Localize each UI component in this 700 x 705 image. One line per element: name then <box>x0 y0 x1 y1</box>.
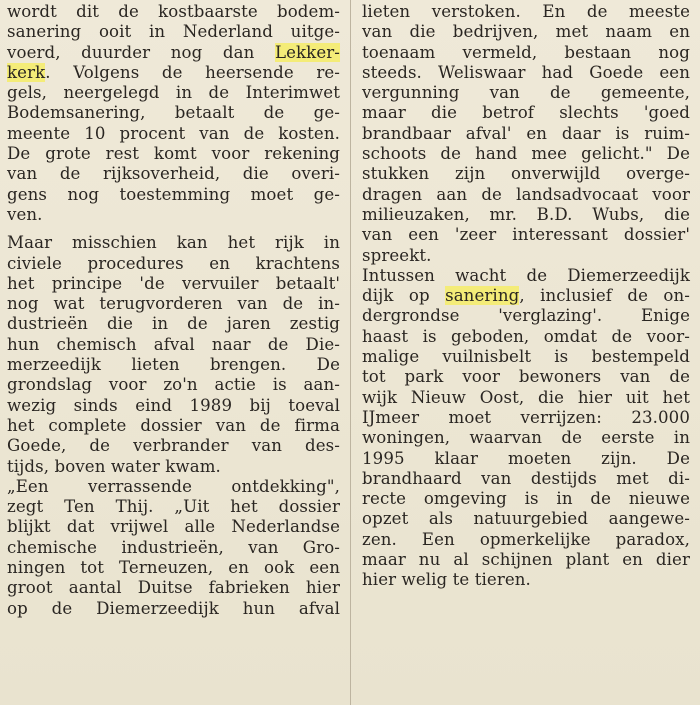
text-line <box>7 578 340 598</box>
text-fragment: De grote rest komt voor rekening <box>7 144 340 164</box>
text-line <box>7 497 340 517</box>
text-fragment: sanering ooit in Nederland uitge- <box>7 22 340 42</box>
text-line <box>362 246 690 266</box>
text-fragment: hun chemisch afval naar de Die- <box>7 334 340 354</box>
text-line <box>7 294 340 314</box>
text-fragment: voerd, duurder nog dan <box>7 42 275 62</box>
text-fragment: van een 'zeer interessant dossier' <box>362 225 690 245</box>
text-line <box>362 408 690 428</box>
text-fragment: dijk op <box>362 286 446 306</box>
text-line <box>7 83 340 103</box>
text-line <box>362 530 690 550</box>
text-fragment: vergunning van de gemeente, <box>362 83 690 103</box>
text-fragment: wordt dit de kostbaarste bodem- <box>7 2 340 21</box>
text-fragment: hier welig te tieren. <box>362 570 531 590</box>
text-fragment: van die bedrijven, met naam en <box>362 22 690 42</box>
text-fragment: tijds, boven water kwam. <box>7 456 221 476</box>
text-line <box>7 436 340 456</box>
text-line <box>7 477 340 497</box>
article-column-right <box>362 2 690 591</box>
text-fragment: dergrondse 'verglazing'. Enige <box>362 306 690 326</box>
text-line <box>7 396 340 416</box>
text-fragment: opzet als natuurgebied aangewe- <box>362 509 690 529</box>
text-line <box>362 428 690 448</box>
text-fragment: „Een verrassende ontdekking", <box>7 476 340 496</box>
text-line <box>362 22 690 42</box>
text-line <box>362 205 690 225</box>
text-fragment: zegt Ten Thij. „Uit het dossier <box>7 497 340 517</box>
paragraph-gap <box>7 225 340 233</box>
text-fragment: groot aantal Duitse fabrieken hier <box>7 578 340 598</box>
text-fragment: 1995 klaar moeten zijn. De <box>362 448 690 468</box>
text-line <box>7 22 340 42</box>
text-fragment: spreekt. <box>362 245 432 265</box>
text-line <box>7 2 340 22</box>
text-fragment: grondslag voor zo'n actie is aan- <box>7 375 340 395</box>
text-fragment: tot park voor bewoners van de <box>362 367 690 387</box>
text-line <box>362 43 690 63</box>
text-fragment: lieten verstoken. En de meeste <box>362 2 690 21</box>
text-line <box>362 306 690 326</box>
text-fragment: . Volgens de heersende re- <box>45 62 340 82</box>
text-line <box>7 375 340 395</box>
text-fragment: maar nu al schijnen plant en dier <box>362 550 690 570</box>
text-line <box>362 489 690 509</box>
text-line <box>7 205 340 225</box>
highlighted-term: Lekker- <box>274 42 340 62</box>
highlighted-term: kerk <box>7 62 46 82</box>
text-fragment: civiele procedures en krachtens <box>7 253 340 273</box>
text-line <box>7 43 340 63</box>
text-fragment: maar die betrof slechts 'goed <box>362 103 690 123</box>
text-line <box>7 185 340 205</box>
text-fragment: gels, neergelegd in de Interimwet <box>7 83 340 103</box>
text-line <box>7 103 340 123</box>
text-line <box>362 509 690 529</box>
text-fragment: zen. Een opmerkelijke paradox, <box>362 529 690 549</box>
text-fragment: haast is geboden, omdat de voor- <box>362 326 690 346</box>
text-fragment: dustrieën die in de jaren zestig <box>7 314 340 334</box>
text-line <box>7 416 340 436</box>
text-line <box>362 570 690 590</box>
text-line <box>362 266 690 286</box>
text-fragment: woningen, waarvan de eerste in <box>362 428 690 448</box>
text-fragment: , inclusief de on- <box>519 286 690 306</box>
text-fragment: het principe 'de vervuiler betaalt' <box>7 273 340 293</box>
text-line <box>362 83 690 103</box>
text-line <box>362 63 690 83</box>
article-column-left <box>7 2 340 619</box>
text-fragment: recte omgeving is in de nieuwe <box>362 489 690 509</box>
text-line <box>7 558 340 578</box>
text-fragment: toenaam vermeld, bestaan nog <box>362 42 690 62</box>
text-line <box>362 225 690 245</box>
text-line <box>7 274 340 294</box>
text-line <box>362 103 690 123</box>
text-line <box>362 185 690 205</box>
text-line <box>7 314 340 334</box>
text-fragment: meente 10 procent van de kosten. <box>7 123 340 143</box>
text-fragment: ven. <box>7 204 43 224</box>
column-divider <box>350 0 351 705</box>
text-fragment: brandbaar afval' en daar is ruim- <box>362 123 690 143</box>
text-fragment: wijk Nieuw Oost, die hier uit het <box>362 387 690 407</box>
text-fragment: blijkt dat vrijwel alle Nederlandse <box>7 517 340 537</box>
text-line <box>362 164 690 184</box>
text-line <box>362 469 690 489</box>
text-fragment: chemische industrieën, van Gro- <box>7 537 340 557</box>
text-line <box>362 388 690 408</box>
text-line <box>7 335 340 355</box>
text-fragment: stukken zijn onverwijld overge- <box>362 164 690 184</box>
text-line <box>362 2 690 22</box>
text-fragment: gens nog toestemming moet ge- <box>7 184 340 204</box>
text-fragment: Bodemsanering, betaalt de ge- <box>7 103 340 123</box>
text-line <box>7 144 340 164</box>
text-fragment: malige vuilnisbelt is bestempeld <box>362 347 690 367</box>
text-fragment: dragen aan de landsadvocaat voor <box>362 184 690 204</box>
text-line <box>7 124 340 144</box>
text-line <box>7 233 340 253</box>
text-line <box>7 355 340 375</box>
text-fragment: Intussen wacht de Diemerzeedijk <box>362 265 690 285</box>
text-line <box>362 124 690 144</box>
text-line <box>7 457 340 477</box>
text-fragment: op de Diemerzeedijk hun afval <box>7 598 340 618</box>
text-fragment: milieuzaken, mr. B.D. Wubs, die <box>362 204 690 224</box>
text-line <box>362 327 690 347</box>
text-fragment: van de rijksoverheid, die overi- <box>7 164 340 184</box>
text-line <box>362 286 690 306</box>
text-line <box>7 599 340 619</box>
text-fragment: IJmeer moet verrijzen: 23.000 <box>362 407 690 427</box>
text-line <box>7 517 340 537</box>
text-line <box>362 449 690 469</box>
text-fragment: brandhaard van destijds met di- <box>362 468 690 488</box>
highlighted-term: sanering <box>445 286 520 306</box>
text-line <box>7 63 340 83</box>
text-fragment: ningen tot Terneuzen, en ook een <box>7 558 340 578</box>
text-fragment: merzeedijk lieten brengen. De <box>7 355 340 375</box>
text-fragment: Maar misschien kan het rijk in <box>7 233 340 253</box>
text-fragment: Goede, de verbrander van des- <box>7 436 340 456</box>
text-line <box>7 538 340 558</box>
text-line <box>362 144 690 164</box>
text-fragment: nog wat terugvorderen van de in- <box>7 294 340 314</box>
text-line <box>362 550 690 570</box>
text-fragment: steeds. Weliswaar had Goede een <box>362 62 690 82</box>
text-fragment: wezig sinds eind 1989 bij toeval <box>7 395 340 415</box>
text-line <box>362 347 690 367</box>
text-fragment: schoots de hand mee gelicht." De <box>362 144 690 164</box>
text-fragment: het complete dossier van de firma <box>7 415 340 435</box>
text-line <box>7 254 340 274</box>
text-line <box>362 367 690 387</box>
text-line <box>7 164 340 184</box>
